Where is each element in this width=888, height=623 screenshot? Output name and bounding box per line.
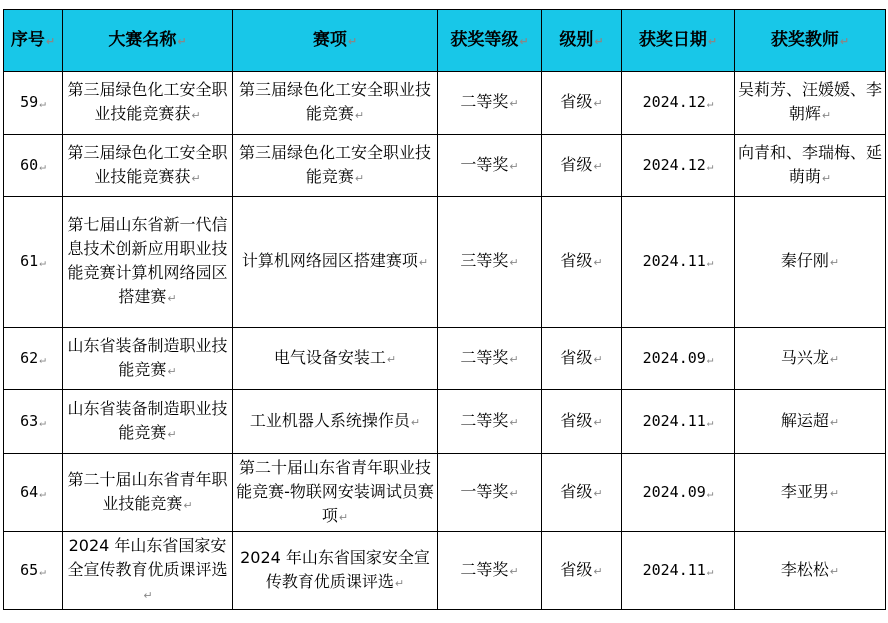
cell-no: 59↵	[4, 72, 63, 135]
table-row	[4, 532, 886, 610]
cell-level: 二等奖↵	[438, 328, 542, 390]
cell-event: 第二十届山东省青年职业技能竞赛-物联网安装调试员赛项↵	[233, 454, 438, 532]
table-row	[4, 197, 886, 328]
cell-no: 63↵	[4, 390, 63, 454]
cell-teachers: 李亚男↵	[735, 454, 886, 532]
cell-teachers: 秦仔刚↵	[735, 197, 886, 328]
cell-date: 2024.11↵	[622, 197, 735, 328]
header-event: 赛项↵	[233, 10, 438, 72]
header-row	[4, 10, 886, 72]
cell-level: 一等奖↵	[438, 454, 542, 532]
cell-grade: 省级↵	[542, 197, 622, 328]
cell-contest: 第七届山东省新一代信息技术创新应用职业技能竞赛计算机网络园区搭建赛↵	[63, 197, 233, 328]
cell-grade: 省级↵	[542, 328, 622, 390]
cell-event: 第三届绿色化工安全职业技能竞赛↵	[233, 135, 438, 197]
cell-grade: 省级↵	[542, 390, 622, 454]
cell-event: 电气设备安装工↵	[233, 328, 438, 390]
cell-teachers: 马兴龙↵	[735, 328, 886, 390]
cell-date: 2024.09↵	[622, 454, 735, 532]
cell-no: 60↵	[4, 135, 63, 197]
header-no: 序号↵	[4, 10, 63, 72]
cell-teachers: 李松松↵	[735, 532, 886, 610]
cell-contest: 山东省装备制造职业技能竞赛↵	[63, 390, 233, 454]
header-date: 获奖日期↵	[622, 10, 735, 72]
cell-teachers: 向青和、李瑞梅、延萌萌↵	[735, 135, 886, 197]
cell-teachers: 吴莉芳、汪媛媛、李朝辉↵	[735, 72, 886, 135]
header-level: 获奖等级↵	[438, 10, 542, 72]
table-row	[4, 135, 886, 197]
cell-level: 二等奖↵	[438, 532, 542, 610]
table-row	[4, 72, 886, 135]
cell-date: 2024.09↵	[622, 328, 735, 390]
cell-date: 2024.12↵	[622, 135, 735, 197]
cell-date: 2024.11↵	[622, 390, 735, 454]
cell-contest: 第三届绿色化工安全职业技能竞赛获↵	[63, 135, 233, 197]
cell-level: 一等奖↵	[438, 135, 542, 197]
cell-contest: 山东省装备制造职业技能竞赛↵	[63, 328, 233, 390]
cell-event: 工业机器人系统操作员↵	[233, 390, 438, 454]
table-row	[4, 328, 886, 390]
cell-grade: 省级↵	[542, 454, 622, 532]
header-grade: 级别↵	[542, 10, 622, 72]
cell-event: 计算机网络园区搭建赛项↵	[233, 197, 438, 328]
header-teachers: 获奖教师↵	[735, 10, 886, 72]
awards-table	[3, 9, 886, 610]
cell-level: 二等奖↵	[438, 72, 542, 135]
table-row	[4, 454, 886, 532]
cell-date: 2024.11↵	[622, 532, 735, 610]
cell-no: 65↵	[4, 532, 63, 610]
table-row	[4, 390, 886, 454]
cell-level: 二等奖↵	[438, 390, 542, 454]
cell-teachers: 解运超↵	[735, 390, 886, 454]
cell-contest: 第二十届山东省青年职业技能竞赛↵	[63, 454, 233, 532]
cell-no: 64↵	[4, 454, 63, 532]
cell-date: 2024.12↵	[622, 72, 735, 135]
cell-grade: 省级↵	[542, 135, 622, 197]
cell-contest: 2024 年山东省国家安全宣传教育优质课评选↵	[63, 532, 233, 610]
cell-grade: 省级↵	[542, 72, 622, 135]
cell-event: 第三届绿色化工安全职业技能竞赛↵	[233, 72, 438, 135]
cell-contest: 第三届绿色化工安全职业技能竞赛获↵	[63, 72, 233, 135]
cell-no: 61↵	[4, 197, 63, 328]
cell-no: 62↵	[4, 328, 63, 390]
cell-grade: 省级↵	[542, 532, 622, 610]
cell-level: 三等奖↵	[438, 197, 542, 328]
header-contest: 大赛名称↵	[63, 10, 233, 72]
cell-event: 2024 年山东省国家安全宣传教育优质课评选↵	[233, 532, 438, 610]
